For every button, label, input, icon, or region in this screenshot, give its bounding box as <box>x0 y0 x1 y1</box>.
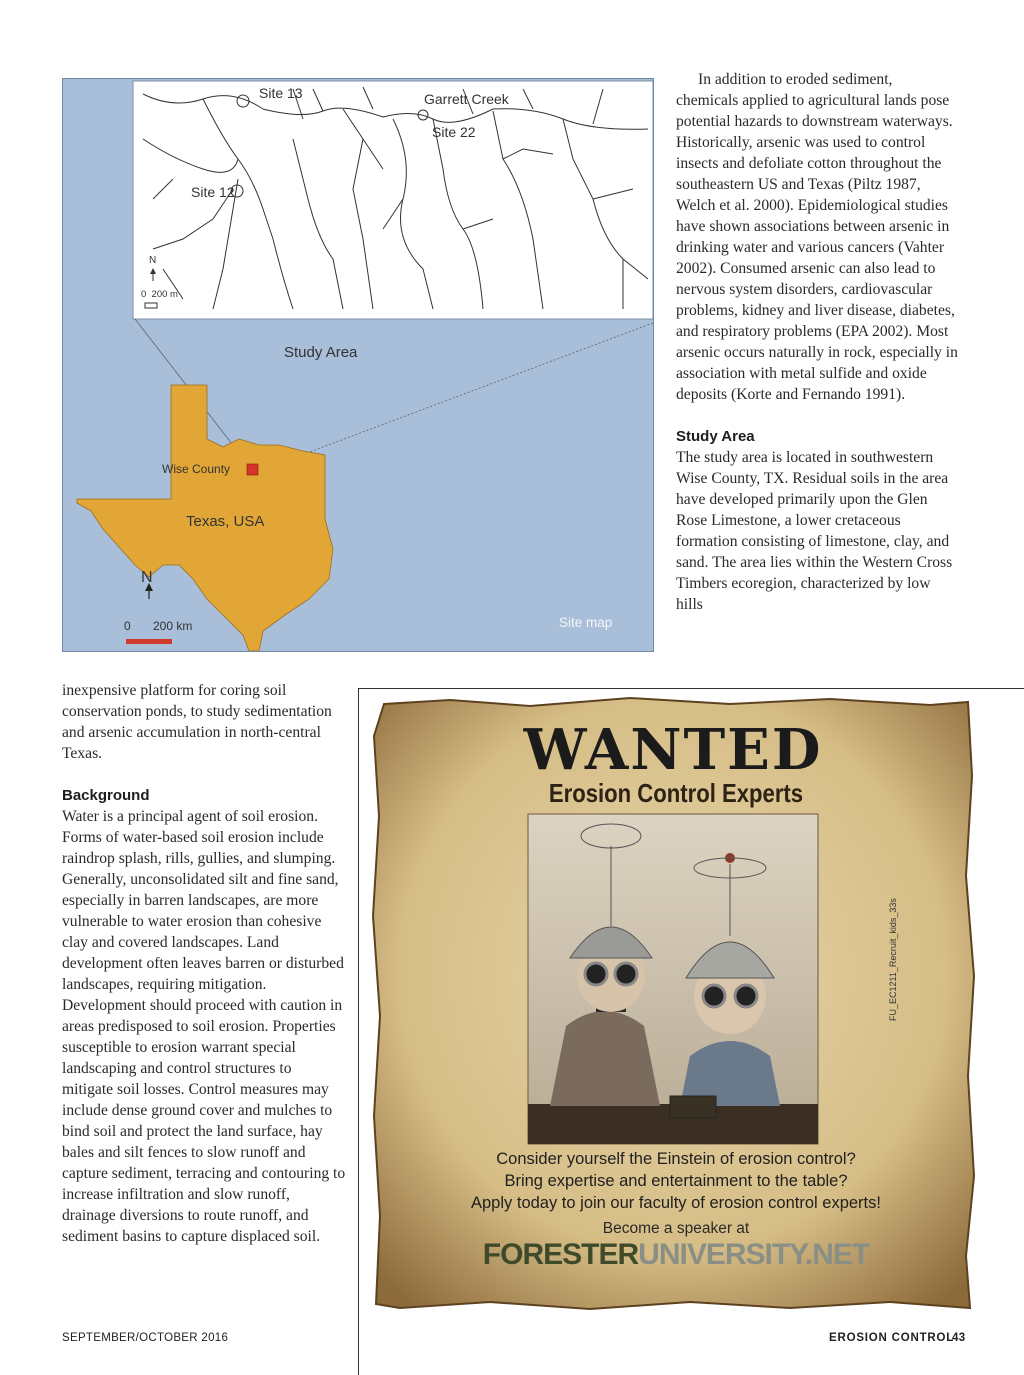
ad-line-3: Apply today to join our faculty of erosion control experts! <box>471 1194 881 1212</box>
footer-page-number: 43 <box>952 1332 966 1344</box>
ad-speaker-line: Become a speaker at <box>602 1220 750 1237</box>
brand-dark: FORESTER <box>482 1238 639 1271</box>
site-12-label: Site 12 <box>191 184 235 200</box>
site-map-figure <box>62 78 654 652</box>
scale-large-km: 200 km <box>153 619 193 633</box>
study-area-label: Study Area <box>284 344 358 361</box>
north-arrow-small-label: N <box>149 255 157 266</box>
wanted-title: WANTED <box>523 717 823 783</box>
footer-issue-date: SEPTEMBER/OCTOBER 2016 <box>62 1332 229 1344</box>
ad-code: FU_EC1211_Recruit_kids_33s <box>888 898 898 1021</box>
intro-continuation-paragraph: inexpensive platform for coring soil conservation ponds, to study sedimentation and arsenic accumulation in north-central Texas. <box>62 682 332 762</box>
forester-university-ad[interactable] <box>370 696 976 1312</box>
wise-county-label: Wise County <box>162 462 231 476</box>
garrett-creek-label: Garrett Creek <box>424 91 509 107</box>
arsenic-paragraph: In addition to eroded sediment, chemicals applied to agricultural lands pose potential hazards to downstream waterways. Historically, arsenic was used to control insects and defoliate cotton throughout the southeastern US and Texas (Piltz 1987, Welch et al. 2000). Epidemiological studies have shown associations between arsenic in drinking water and various cancers (Vahter 2002). Consumed arsenic can also lead to nervous system disorders, cardiovascular problems, kidney and liver disease, diabetes, and respiratory problems (EPA 2002). Most arsenic occurs naturally in rock, especially in association with metal sulfide and oxide deposits (Korte and Fernando 1991). <box>676 71 958 403</box>
background-paragraph: Water is a principal agent of soil erosion. Forms of water-based soil erosion include raindrop splash, rills, gullies, and slumping. Generally, unconsolidated silt and fine sand, especially in barren landscapes, are more vulnerable to water erosion than cohesive clay and covered landscapes. Land development often leaves barren or disturbed landscapes, requiring mitigation. Development should proceed with caution in areas predisposed to soil erosion. Properties susceptible to erosion warrant special landscaping and control structures to mitigate soil losses. Control measures may include dense ground cover and mulches to bind soil and protect the land surface, hay bales and silt fences to slow runoff and capture sediment, terracing and contouring to increase infiltration and slow runoff, drainage diversions to route runoff, and sediment basins to capture displaced soil. <box>62 808 346 1245</box>
site-22-label: Site 22 <box>432 124 476 140</box>
texas-label: Texas, USA <box>186 513 265 530</box>
study-area-heading: Study Area <box>676 428 755 445</box>
scale-large-zero: 0 <box>124 619 131 633</box>
ad-subtitle: Erosion Control Experts <box>548 778 804 808</box>
ad-line-2: Bring expertise and entertainment to the table? <box>504 1172 848 1190</box>
ad-body <box>370 1148 982 1214</box>
site-13-label: Site 13 <box>259 85 303 101</box>
map-graphic <box>63 79 654 652</box>
study-area-paragraph: The study area is located in southwestern Wise County, TX. Residual soils in the area have developed primarily upon the Glen Rose Limestone, a lower cretaceous formation consisting of limestone, clay, and sand. The area lies within the Western Cross Timbers ecoregion, characterized by low hills <box>676 449 953 613</box>
background-heading: Background <box>62 787 150 804</box>
right-column <box>676 69 958 615</box>
brand-light: UNIVERSITY.NET <box>638 1238 870 1271</box>
scale-small-label: 0 200 m <box>141 289 178 300</box>
left-column <box>62 680 346 1247</box>
ad-line-1: Consider yourself the Einstein of erosion control? <box>496 1150 856 1168</box>
north-arrow-large-label: N <box>141 569 153 586</box>
site-map-caption: Site map <box>559 615 613 630</box>
footer-magazine-title: EROSION CONTROL <box>829 1332 955 1344</box>
forester-university-link[interactable] <box>436 1238 916 1272</box>
